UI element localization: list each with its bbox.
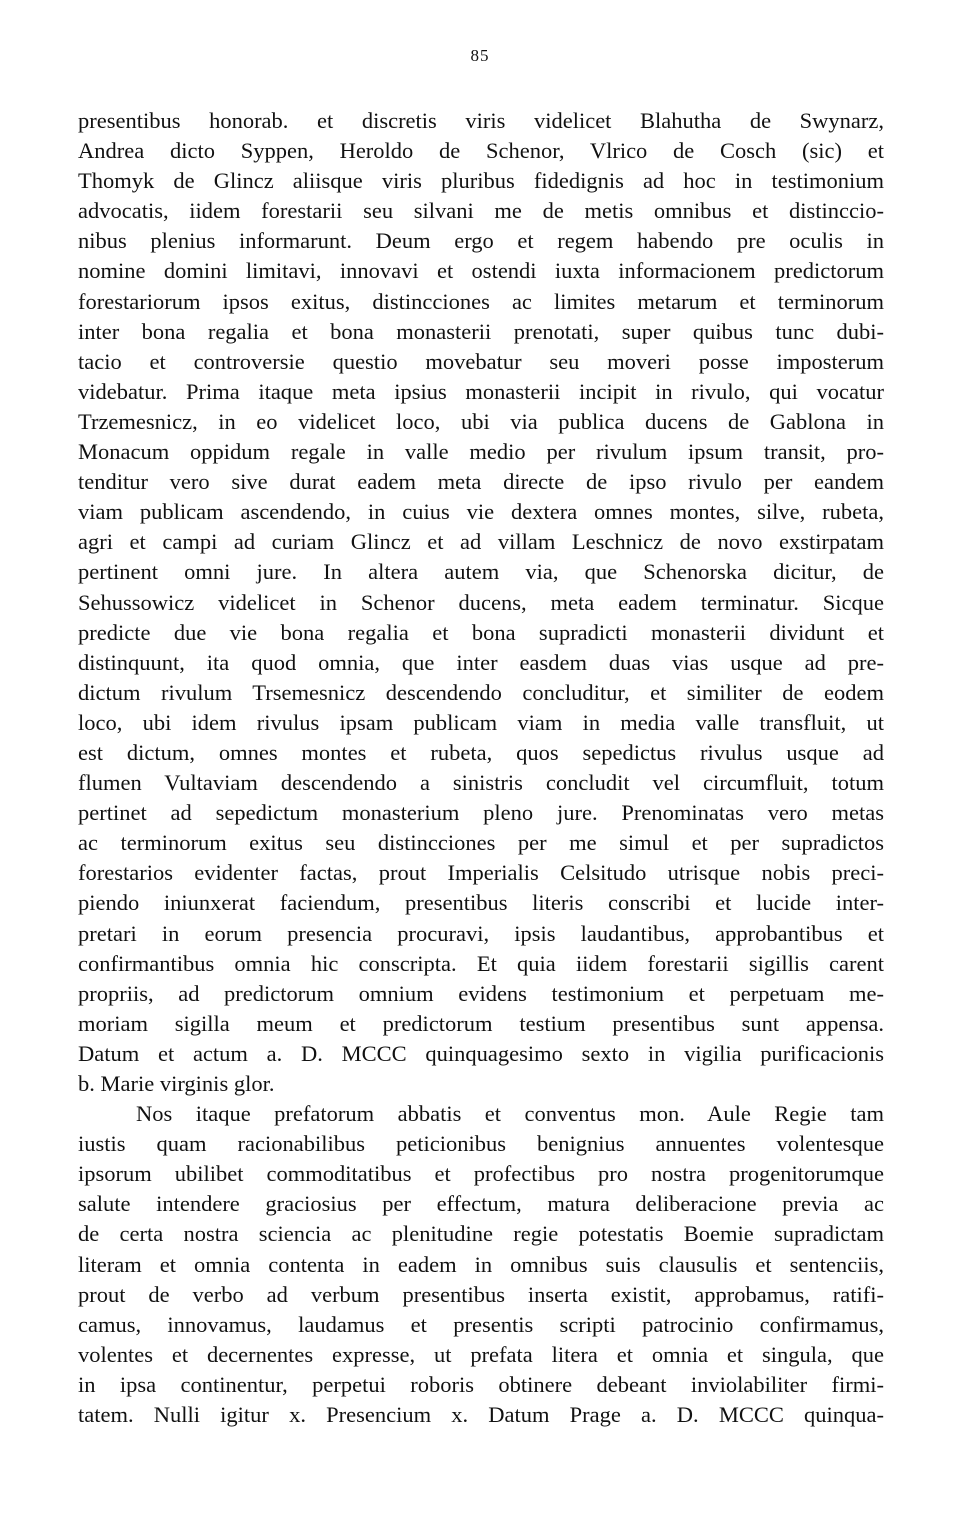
text-line: pertinet ad sepedictum monasterium pleno jure. Prenominatas vero metas (78, 800, 884, 826)
paragraph (78, 106, 884, 1099)
text-line: b. Marie virginis glor. (78, 1071, 275, 1096)
text-line: tenditur vero sive durat eadem meta directe de ipso rivulo per eandem (78, 469, 884, 495)
text-line: Sehussowicz videlicet in Schenor ducens, meta eadem terminatur. Sicque (78, 589, 884, 615)
text-line: nomine domini limitavi, innovavi et ostendi iuxta informacionem predictorum (78, 258, 884, 284)
text-line: tacio et controversie questio movebatur seu moveri posse imposterum (78, 348, 884, 374)
text-line: moriam sigilla meum et predictorum testium presentibus sunt appensa. (78, 1010, 884, 1036)
text-line: inter bona regalia et bona monasterii prenotati, super quibus tunc dubi- (78, 318, 884, 344)
text-line: pertinent omni jure. In altera autem via, que Schenorska dicitur, de (78, 559, 884, 585)
text-line: Monacum oppidum regale in valle medio per rivulum ipsum transit, pro- (78, 439, 884, 465)
text-line: ipsorum ubilibet commoditatibus et profectibus pro nostra progenitorumque (78, 1161, 884, 1187)
text-line: predicte due vie bona regalia et bona supradicti monasterii dividunt et (78, 619, 884, 645)
text-line: dictum rivulum Trsemesnicz descendendo concluditur, et similiter de eodem (78, 679, 884, 705)
text-line: nibus plenius informarunt. Deum ergo et regem habendo pre oculis in (78, 228, 884, 254)
text-line: advocatis, iidem forestarii seu silvani me de metis omnibus et distinccio- (78, 198, 884, 224)
text-line: volentes et decernentes expresse, ut prefata litera et omnia et singula, que (78, 1341, 884, 1367)
text-line: in ipsa continentur, perpetui roboris obtinere debeant inviolabiliter firmi- (78, 1371, 884, 1397)
text-line: prout de verbo ad verbum presentibus inserta existit, approbamus, ratifi- (78, 1281, 884, 1307)
text-line: pretari in eorum presencia procuravi, ipsis laudantibus, approbantibus et (78, 920, 884, 946)
text-line: agri et campi ad curiam Glincz et ad villam Leschnicz de novo exstirpatam (78, 529, 884, 555)
text-line: Nos itaque prefatorum abbatis et conventus mon. Aule Regie tam (136, 1101, 884, 1127)
document-body (78, 106, 884, 1430)
text-line: Trzemesnicz, in eo videlicet loco, ubi via publica ducens de Gablona in (78, 408, 884, 434)
text-line: videbatur. Prima itaque meta ipsius monasterii incipit in rivulo, qui vocatur (78, 378, 884, 404)
text-line: Thomyk de Glincz aliisque viris pluribus fidedignis ad hoc in testimonium (78, 168, 884, 194)
text-line: camus, innovamus, laudamus et presentis scripti patrocinio confirmamus, (78, 1311, 884, 1337)
text-line: iustis quam racionabilibus peticionibus benignius annuentes volentesque (78, 1131, 884, 1157)
text-line: piendo iniunxerat faciendum, presentibus literis conscribi et lucide inter- (78, 890, 884, 916)
page-number: 85 (470, 46, 490, 65)
text-line: loco, ubi idem rivulus ipsam publicam viam in media valle transfluit, ut (78, 709, 884, 735)
text-line: forestarios evidenter factas, prout Imperialis Celsitudo utrisque nobis preci- (78, 860, 884, 886)
text-line: ac terminorum exitus seu distincciones per me simul et per supradictos (78, 830, 884, 856)
text-line: forestariorum ipsos exitus, distincciones ac limites metarum et terminorum (78, 288, 884, 314)
text-line: distinquunt, ita quod omnia, que inter easdem duas vias usque ad pre- (78, 649, 884, 675)
text-line: de certa nostra sciencia ac plenitudine regie potestatis Boemie supradictam (78, 1221, 884, 1247)
text-line: propriis, ad predictorum omnium evidens testimonium et perpetuam me- (78, 980, 884, 1006)
text-line: Datum et actum a. D. MCCC quinquagesimo sexto in vigilia purificacionis (78, 1040, 884, 1066)
text-line: tatem. Nulli igitur x. Presencium x. Datum Prage a. D. MCCC quinqua- (78, 1402, 884, 1428)
text-line: Andrea dicto Syppen, Heroldo de Schenor, Vlrico de Cosch (sic) et (78, 138, 884, 164)
text-line: literam et omnia contenta in eadem in omnibus suis clausulis et sentenciis, (78, 1251, 884, 1277)
paragraph (78, 1099, 884, 1430)
text-line: viam publicam ascendendo, in cuius vie dextera omnes montes, silve, rubeta, (78, 499, 884, 525)
text-line: confirmantibus omnia hic conscripta. Et quia iidem forestarii sigillis carent (78, 950, 884, 976)
text-line: presentibus honorab. et discretis viris videlicet Blahutha de Swynarz, (78, 108, 884, 133)
text-line: flumen Vultaviam descendendo a sinistris concludit vel circumfluit, totum (78, 770, 884, 796)
text-line: est dictum, omnes montes et rubeta, quos sepedictus rivulus usque ad (78, 739, 884, 765)
text-line: salute intendere graciosius per effectum, matura deliberacione previa ac (78, 1191, 884, 1217)
